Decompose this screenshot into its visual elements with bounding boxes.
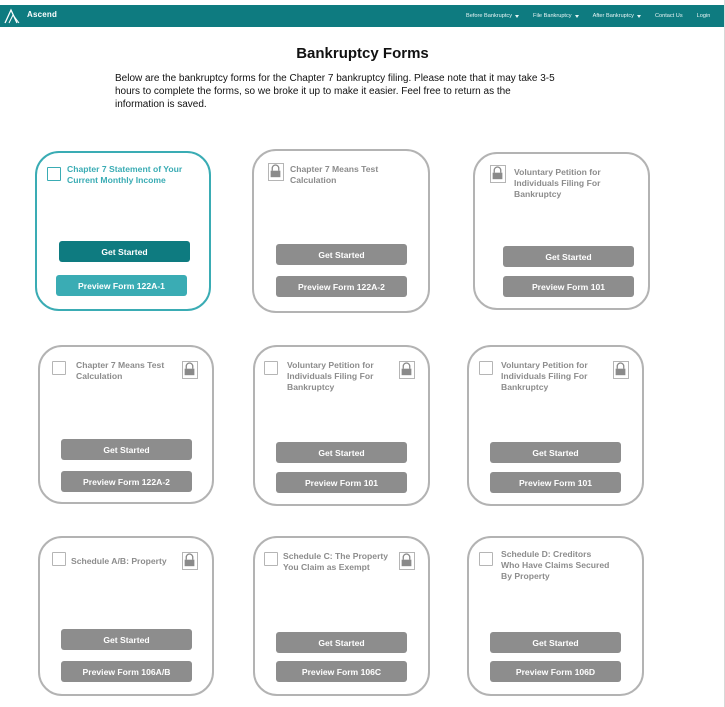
chevron-down-icon bbox=[575, 15, 579, 18]
lock-icon bbox=[182, 361, 198, 379]
card-checkbox[interactable] bbox=[479, 361, 493, 375]
preview-form-button[interactable]: Preview Form 101 bbox=[276, 472, 407, 493]
lock-icon bbox=[268, 163, 284, 181]
intro-text: Below are the bankruptcy forms for the Chapter 7 bankruptcy filing. Please note that it may take 3-5 hours to complete the forms, so we broke it up to make it easier. Feel free to return as the information is saved. bbox=[115, 73, 555, 110]
nav-contact-us[interactable]: Contact Us bbox=[654, 13, 683, 19]
get-started-button[interactable]: Get Started bbox=[61, 629, 192, 650]
get-started-button[interactable]: Get Started bbox=[61, 439, 192, 460]
ascend-logo-icon[interactable] bbox=[4, 8, 20, 24]
preview-form-button[interactable]: Preview Form 122A-2 bbox=[276, 276, 407, 297]
card-checkbox[interactable] bbox=[52, 361, 66, 375]
nav-login[interactable]: Login bbox=[696, 13, 711, 19]
get-started-button[interactable]: Get Started bbox=[276, 442, 407, 463]
lock-icon bbox=[490, 165, 506, 183]
card-title: Voluntary Petition for Individuals Filing For Bankruptcy bbox=[287, 360, 374, 392]
card-title: Voluntary Petition for Individuals Filing For Bankruptcy bbox=[514, 167, 601, 199]
card-checkbox[interactable] bbox=[47, 167, 61, 181]
form-card-122a2[interactable] bbox=[252, 149, 430, 313]
lock-icon bbox=[399, 361, 415, 379]
nav-file-bankruptcy[interactable]: File Bankruptcy bbox=[533, 13, 579, 19]
form-card-101[interactable] bbox=[473, 152, 650, 310]
nav-after-bankruptcy[interactable]: After Bankruptcy bbox=[593, 13, 641, 19]
top-nav-bar bbox=[0, 5, 725, 27]
form-card-106d[interactable] bbox=[467, 536, 644, 696]
form-card-101[interactable] bbox=[253, 345, 430, 506]
form-card-106ab[interactable] bbox=[38, 536, 214, 696]
card-title: Schedule D: Creditors Who Have Claims Secured By Property bbox=[501, 549, 610, 581]
get-started-button[interactable]: Get Started bbox=[490, 442, 621, 463]
get-started-button[interactable]: Get Started bbox=[59, 241, 190, 262]
get-started-button[interactable]: Get Started bbox=[276, 244, 407, 265]
preview-form-button[interactable]: Preview Form 106A/B bbox=[61, 661, 192, 682]
chevron-down-icon bbox=[637, 15, 641, 18]
get-started-button[interactable]: Get Started bbox=[503, 246, 634, 267]
card-title: Schedule C: The Property You Claim as Exempt bbox=[283, 551, 389, 572]
card-title: Chapter 7 Statement of Your Current Monthly Income bbox=[67, 164, 183, 185]
card-checkbox[interactable] bbox=[52, 552, 66, 566]
preview-form-button[interactable]: Preview Form 101 bbox=[503, 276, 634, 297]
form-card-122a1[interactable] bbox=[35, 151, 211, 311]
brand-name[interactable]: Ascend bbox=[27, 10, 58, 19]
get-started-button[interactable]: Get Started bbox=[276, 632, 407, 653]
card-checkbox[interactable] bbox=[264, 361, 278, 375]
lock-icon bbox=[613, 361, 629, 379]
preview-form-button[interactable]: Preview Form 122A-2 bbox=[61, 471, 192, 492]
card-checkbox[interactable] bbox=[264, 552, 278, 566]
page-title: Bankruptcy Forms bbox=[296, 45, 429, 62]
card-checkbox[interactable] bbox=[479, 552, 493, 566]
lock-icon bbox=[399, 552, 415, 570]
lock-icon bbox=[182, 552, 198, 570]
card-title: Chapter 7 Means Test Calculation bbox=[76, 360, 165, 381]
preview-form-button[interactable]: Preview Form 106C bbox=[276, 661, 407, 682]
card-title: Schedule A/B: Property bbox=[71, 556, 167, 566]
form-card-106c[interactable] bbox=[253, 536, 430, 696]
preview-form-button[interactable]: Preview Form 101 bbox=[490, 472, 621, 493]
get-started-button[interactable]: Get Started bbox=[490, 632, 621, 653]
chevron-down-icon bbox=[515, 15, 519, 18]
preview-form-button[interactable]: Preview Form 106D bbox=[490, 661, 621, 682]
nav-before-bankruptcy[interactable]: Before Bankruptcy bbox=[466, 13, 519, 19]
preview-form-button[interactable]: Preview Form 122A-1 bbox=[56, 275, 187, 296]
card-title: Chapter 7 Means Test Calculation bbox=[290, 164, 379, 185]
form-card-122a2[interactable] bbox=[38, 345, 214, 504]
card-title: Voluntary Petition for Individuals Filing For Bankruptcy bbox=[501, 360, 588, 392]
main-nav bbox=[466, 5, 710, 27]
form-card-101[interactable] bbox=[467, 345, 644, 506]
